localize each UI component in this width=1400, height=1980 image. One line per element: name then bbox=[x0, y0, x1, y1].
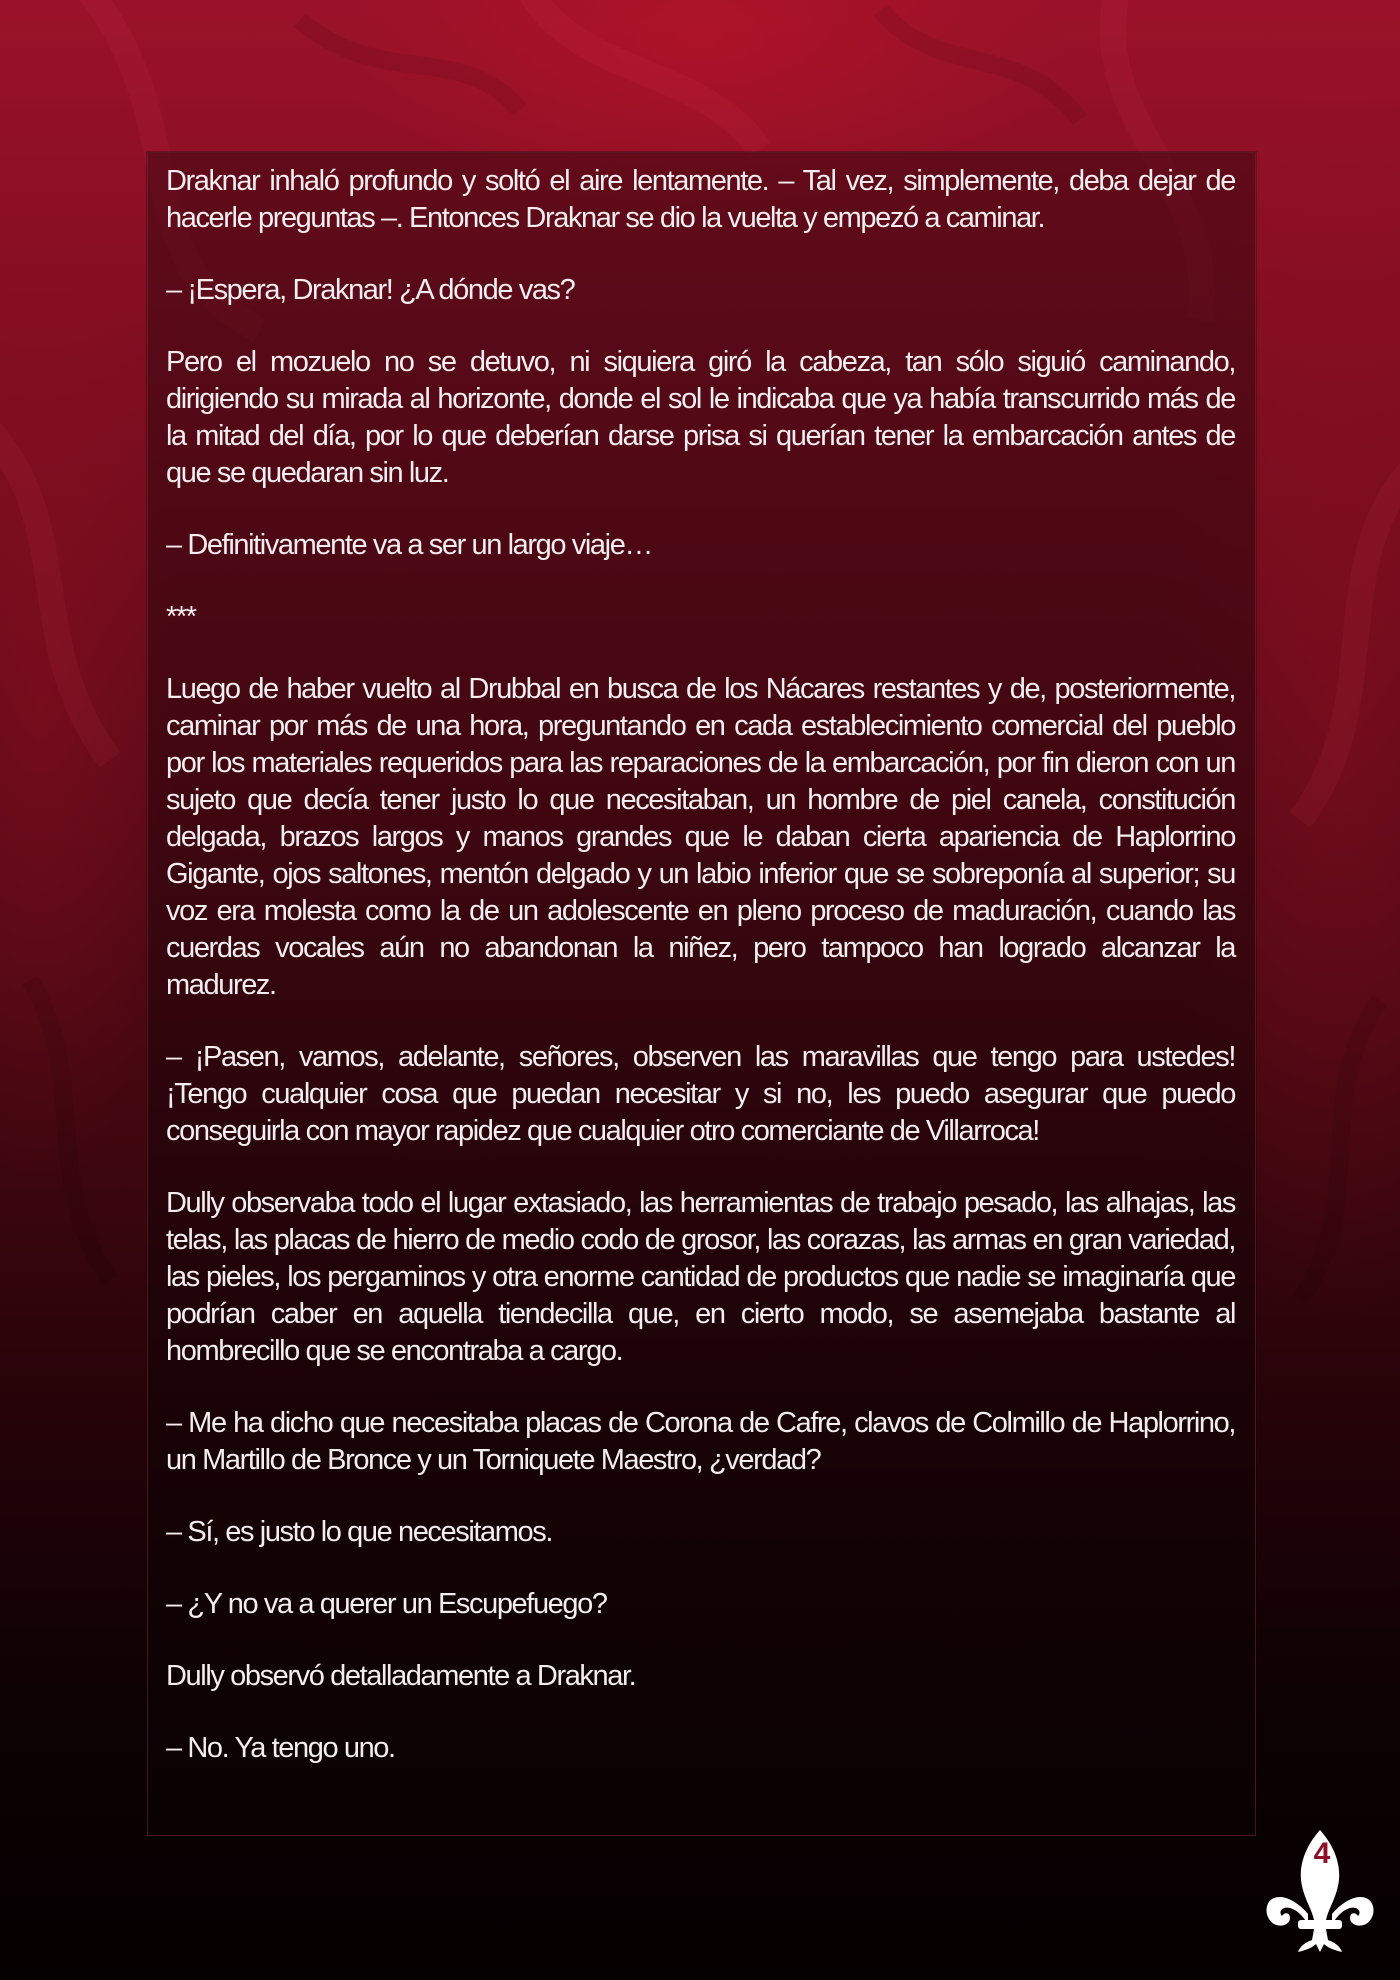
paragraph: Pero el mozuelo no se detuvo, ni siquiera giró la cabeza, tan sólo siguió caminando, dirigiendo su mirada al horizonte, donde el sol le indicaba que ya había transcurrido más de la mitad del día, por lo que deberían darse prisa si querían tener la embarcación antes de que se quedaran sin luz. bbox=[166, 346, 1235, 489]
paragraph: – ¿Y no va a querer un Escupefuego? bbox=[166, 1588, 607, 1620]
paragraph: – Definitivamente va a ser un largo viaje… bbox=[166, 529, 653, 561]
page-number: 4 bbox=[1313, 1837, 1331, 1870]
paragraph: – No. Ya tengo uno. bbox=[166, 1732, 395, 1764]
paragraph: Draknar inhaló profundo y soltó el aire lentamente. – Tal vez, simplemente, deba dejar de hacerle preguntas –. Entonces Draknar se dio la vuelta y empezó a caminar. bbox=[166, 165, 1235, 234]
paragraph: Dully observó detalladamente a Draknar. bbox=[166, 1660, 636, 1692]
text-panel bbox=[147, 152, 1256, 1836]
paragraph: – ¡Espera, Draknar! ¿A dónde vas? bbox=[166, 274, 575, 306]
paragraph: – ¡Pasen, vamos, adelante, señores, observen las maravillas que tengo para ustedes! ¡Tengo cualquier cosa que puedan necesitar y si no, les puedo asegurar que puedo conseguirla con mayor rapidez que cualquier otro comerciante de Villarroca! bbox=[166, 1041, 1235, 1147]
paragraph: Dully observaba todo el lugar extasiado, las herramientas de trabajo pesado, las alhajas, las telas, las placas de hierro de medio codo de grosor, las corazas, las armas en gran variedad, las pieles, los pergaminos y otra enorme cantidad de productos que nadie se imaginaría que podrían caber en aquella tiendecilla que, en cierto modo, se asemejaba bastante al hombrecillo que se encontraba a cargo. bbox=[166, 1187, 1235, 1367]
scene-break: *** bbox=[166, 601, 196, 633]
paragraph: – Sí, es justo lo que necesitamos. bbox=[166, 1516, 553, 1548]
paragraph: – Me ha dicho que necesitaba placas de Corona de Cafre, clavos de Colmillo de Haplorrino, un Martillo de Bronce y un Torniquete Maestro, ¿verdad? bbox=[166, 1407, 1235, 1476]
paragraph: Luego de haber vuelto al Drubbal en busca de los Nácares restantes y de, posteriormente, caminar por más de una hora, preguntando en cada establecimiento comercial del pueblo por los materiales requeridos para las reparaciones de la embarcación, por fin dieron con un sujeto que decía tener justo lo que necesitaban, un hombre de piel canela, constitución delgada, brazos largos y manos grandes que le daban cierta apariencia de Haplorrino Gigante, ojos saltones, mentón delgado y un labio inferior que se sobreponía al superior; su voz era molesta como la de un adolescente en pleno proceso de maduración, cuando las cuerdas vocales aún no abandonan la niñez, pero tampoco han logrado alcanzar la madurez. bbox=[166, 673, 1235, 1001]
